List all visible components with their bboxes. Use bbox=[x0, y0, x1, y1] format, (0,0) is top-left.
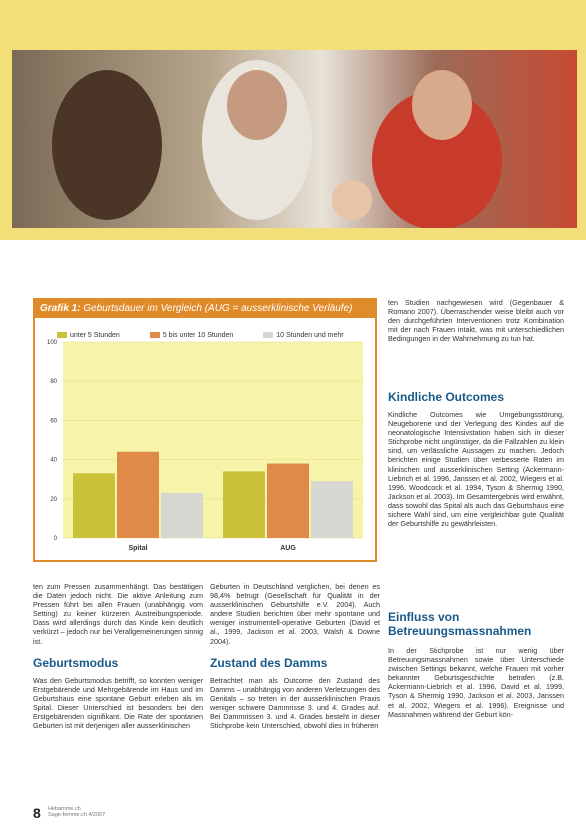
heading-kindliche: Kindliche Outcomes bbox=[388, 390, 505, 404]
bar bbox=[161, 493, 203, 538]
chart-figure bbox=[33, 298, 377, 562]
y-tick-label: 20 bbox=[50, 496, 57, 503]
bar bbox=[311, 481, 353, 538]
bar bbox=[117, 452, 159, 538]
text-damm: Betrachtet man als Outcome den Zustand des Damms – unabhängig von anderen Verletzungen des Genitals – so treten in der ausserklinischen Praxis weniger schwere Dammrisse 3. und 4. Grades auf. Bei Dammrissen 3. und 4. Grades besteht in dieser Stichprobe kein Unterschied, obwohl dies in früheren bbox=[210, 676, 380, 731]
chart-header bbox=[35, 300, 375, 318]
group-photo bbox=[12, 50, 577, 228]
x-category-label: AUG bbox=[280, 545, 296, 552]
y-tick-label: 80 bbox=[50, 379, 57, 386]
text-einfluss: In der Stichprobe ist nur wenig über Betreuungsmassnahmen sowie über Unterschiede zwischen Settings bekannt, welche Frauen mit vorher bekannter Geburtsgeschichte betrafen (z.B. Ackermann-Liebrich et al. 1996, David et al. 1999, Tyson & Shermig 1990, Jackson et al. 2003, Janssen et al. 2002, Wiegers et al. 1996). Ereignisse und Massnahmen während der Geburt kön- bbox=[388, 646, 564, 719]
x-category-label: Spital bbox=[128, 545, 148, 552]
legend-label: unter 5 Stunden bbox=[70, 332, 120, 339]
text-kindliche: Kindliche Outcomes wie Umgebungsstörung, Neugeborene und der Verlegung des Kindes auf die neonatologische Intensivstation haben sich in dieser Stichprobe nicht ungünstiger, da die Fallzahlen zu klein sind, um verlässliche Aussagen zu machen. Jedoch berichten einige Studien über verbesserte Raten im klinischen und ausserklinischen Setting (Ackermann-Liebrich et al. 1996, Janssen et al. 2002, Wiegers et al. 1996, Woodcock et al. 1994, Tyson & Shermig 1990, Jackson et al. 2003). Im Gesamtergebnis wird erwähnt, dass sowohl das Spital als auch das Geburtshaus eine sichere Wahl sind, um eine vergleichbar gute Qualität der Geburtshilfe zu gewährleisten. bbox=[388, 410, 564, 529]
heading-geburtsmodus: Geburtsmodus bbox=[33, 656, 119, 670]
text-right-intro: Geburten in Deutschland verglichen, bei denen es 98,4% betrugt (Gesellschaft für Qualität in der ausserklinischen Geburtshilfe e.V. 2004). Auch andere Studien berichten über mehr spontane und weniger instrumentell-operative Geburten (David et al., 1999, Jackson et al. 2003, Walsh & Downe 2004). bbox=[210, 582, 380, 646]
y-tick-label: 0 bbox=[53, 536, 57, 542]
bar bbox=[73, 473, 115, 538]
heading-einfluss: Einfluss von Betreuungsmassnahmen bbox=[388, 610, 532, 638]
footer-line-1: Hebamme.ch bbox=[48, 806, 81, 812]
legend-label: 5 bis unter 10 Stunden bbox=[162, 332, 234, 339]
chart-subtitle: Geburtsdauer im Vergleich (AUG = ausserklinische Verläufe) bbox=[83, 303, 353, 314]
text-left-intro: ten zum Pressen zusammenhängt. Das bestätigen die Daten jedoch nicht. Die aktive Anleitung zum Pressen führt bei allen Frauen (unabhängig vom Setting) zu keiner kürzeren Austreibungsperiode. Dass wird allerdings durch das Kinde kein deutlich verkürzt – jedoch nur bei Verallgemeinerungen sinnig ist. bbox=[33, 582, 203, 646]
footer-publication bbox=[48, 806, 105, 818]
heading-damm: Zustand des Damms bbox=[210, 656, 328, 670]
bar-chart bbox=[35, 320, 375, 558]
footer-line-2: Sage-femme.ch 4/2007 bbox=[48, 812, 106, 818]
y-tick-label: 100 bbox=[46, 340, 57, 346]
page-number: 8 bbox=[33, 805, 41, 821]
legend-label: 10 Stunden und mehr bbox=[276, 332, 344, 339]
text-geburtsmodus: Was den Geburtsmodus betrifft, so konnten weniger Erstgebärende und Mehrgebärende im Haus und im Geburtshaus eine spontane Geburt erleben als im Spital. Dieser Unterschied ist besonders bei den Erstgebärenden signifikant. Die Rate der spontanen Geburten ist mit derjenigen aller ausserklinischen bbox=[33, 676, 203, 731]
y-tick-label: 40 bbox=[50, 457, 57, 464]
bar bbox=[267, 464, 309, 538]
y-tick-label: 60 bbox=[50, 418, 57, 425]
bar bbox=[223, 471, 265, 538]
chart-title: Grafik 1: bbox=[40, 303, 81, 314]
text-right-top: ten Studien nachgewiesen wird (Gegenbauer & Romano 2007). Überraschender weise bleibt auch vor den durchgeführten Interventionen trotz Kombination mit der nach Frauen intakt, was mit unterschiedlichen Bedingungen in der Wahrnehmung zu tun hat. bbox=[388, 298, 564, 344]
photo-band bbox=[0, 0, 586, 240]
